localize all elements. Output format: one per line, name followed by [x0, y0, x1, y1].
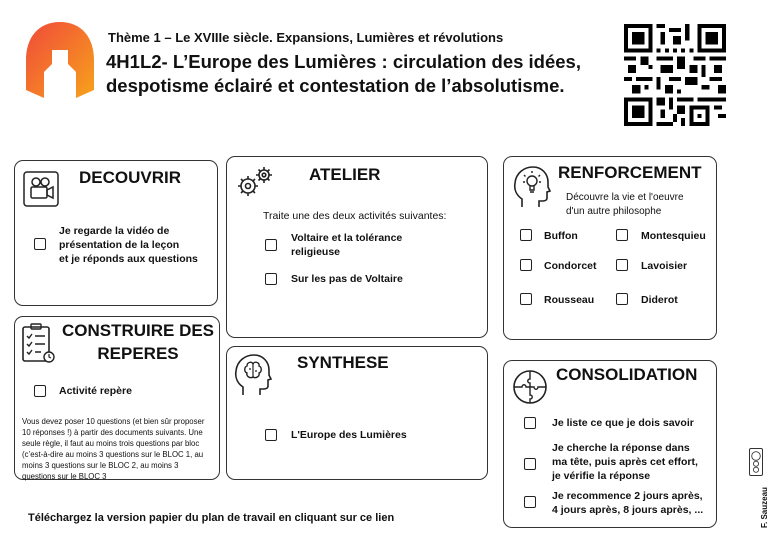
consolidation-item-3-label: Je recommence 2 jours après, 4 jours après, 8 jours après, ... [552, 490, 704, 516]
construire-instructions: Vous devez poser 10 questions (et bien sûr proposer 10 réponses !) à partir des documents suivants. Une seule règle, il faut au moins trois questions par bloc (c’est-à-dire au moins 3 questions sur le BLOC 1, au moins 3 questions sur le BLOC 2, au moins 3 questions sur le BLOC 3 [22, 417, 205, 481]
consolidation-item-1-label: Je liste ce que je dois savoir [552, 417, 694, 429]
video-camera-icon [23, 171, 59, 207]
diderot-checkbox[interactable] [616, 293, 628, 305]
puzzle-icon [512, 367, 548, 407]
atelier-item-2-label: Sur les pas de Voltaire [291, 273, 403, 285]
author-credit: F. Sauzeau [760, 487, 769, 528]
activite-repere-checkbox[interactable] [34, 385, 46, 397]
condorcet-checkbox[interactable] [520, 259, 532, 271]
diderot-label: Diderot [641, 294, 678, 306]
consolidation-checkbox-3[interactable] [524, 496, 536, 508]
atelier-item-1-label: Voltaire et la tolérance religieuse [291, 232, 403, 258]
atelier-title: ATELIER [309, 165, 381, 184]
qr-code-icon[interactable] [624, 24, 726, 126]
rousseau-checkbox[interactable] [520, 293, 532, 305]
lavoisier-checkbox[interactable] [616, 259, 628, 271]
lavoisier-label: Lavoisier [641, 260, 688, 272]
head-brain-icon [233, 353, 271, 397]
renforcement-intro: Découvre la vie et l'oeuvre d'un autre philosophe [566, 192, 684, 217]
checklist-icon [21, 323, 57, 365]
montesquieu-checkbox[interactable] [616, 229, 628, 241]
consolidation-checkbox-1[interactable] [524, 417, 536, 429]
synthese-checkbox[interactable] [265, 429, 277, 441]
activite-repere-label: Activité repère [59, 385, 132, 397]
buffon-checkbox[interactable] [520, 229, 532, 241]
theme-heading: Thème 1 – Le XVIIIe siècle. Expansions, Lumières et révolutions [108, 30, 504, 45]
decouvrir-title: DECOUVRIR [79, 168, 182, 187]
synthese-panel [226, 346, 488, 480]
decouvrir-panel [14, 160, 218, 306]
decouvrir-checkbox[interactable] [34, 238, 46, 250]
atelier-instruction: Traite une des deux activités suivantes: [263, 210, 447, 222]
atelier-checkbox-1[interactable] [265, 239, 277, 251]
creative-commons-icon [749, 448, 763, 476]
rousseau-label: Rousseau [544, 294, 595, 306]
construire-title: CONSTRUIRE DES REPERES [61, 321, 215, 363]
lesson-title: 4H1L2- L’Europe des Lumières : circulation des idées, despotisme éclairé et contestation de l’absolutisme. [106, 51, 581, 96]
download-link[interactable]: Téléchargez la version papier du plan de travail en cliquant sur ce lien [28, 512, 395, 524]
construire-panel [14, 316, 220, 480]
atelier-panel [226, 156, 488, 338]
synthese-item-label: L'Europe des Lumières [291, 429, 407, 441]
buffon-label: Buffon [544, 230, 578, 242]
consolidation-checkbox-2[interactable] [524, 458, 536, 470]
atelier-checkbox-2[interactable] [265, 273, 277, 285]
renforcement-title: RENFORCEMENT [558, 163, 702, 182]
gears-icon [235, 165, 275, 199]
spartan-helmet-icon [22, 20, 98, 100]
condorcet-label: Condorcet [544, 260, 597, 272]
decouvrir-item-label: Je regarde la vidéo de présentation de la leçon et je réponds aux questions [59, 225, 198, 265]
consolidation-item-2-label: Je cherche la réponse dans ma tête, puis après cet effort, je vérifie la réponse [552, 442, 698, 482]
montesquieu-label: Montesquieu [641, 230, 706, 242]
head-lightbulb-icon [512, 165, 550, 209]
consolidation-panel [503, 360, 717, 528]
renforcement-panel [503, 156, 717, 340]
synthese-title: SYNTHESE [297, 353, 389, 372]
consolidation-title: CONSOLIDATION [556, 365, 698, 384]
